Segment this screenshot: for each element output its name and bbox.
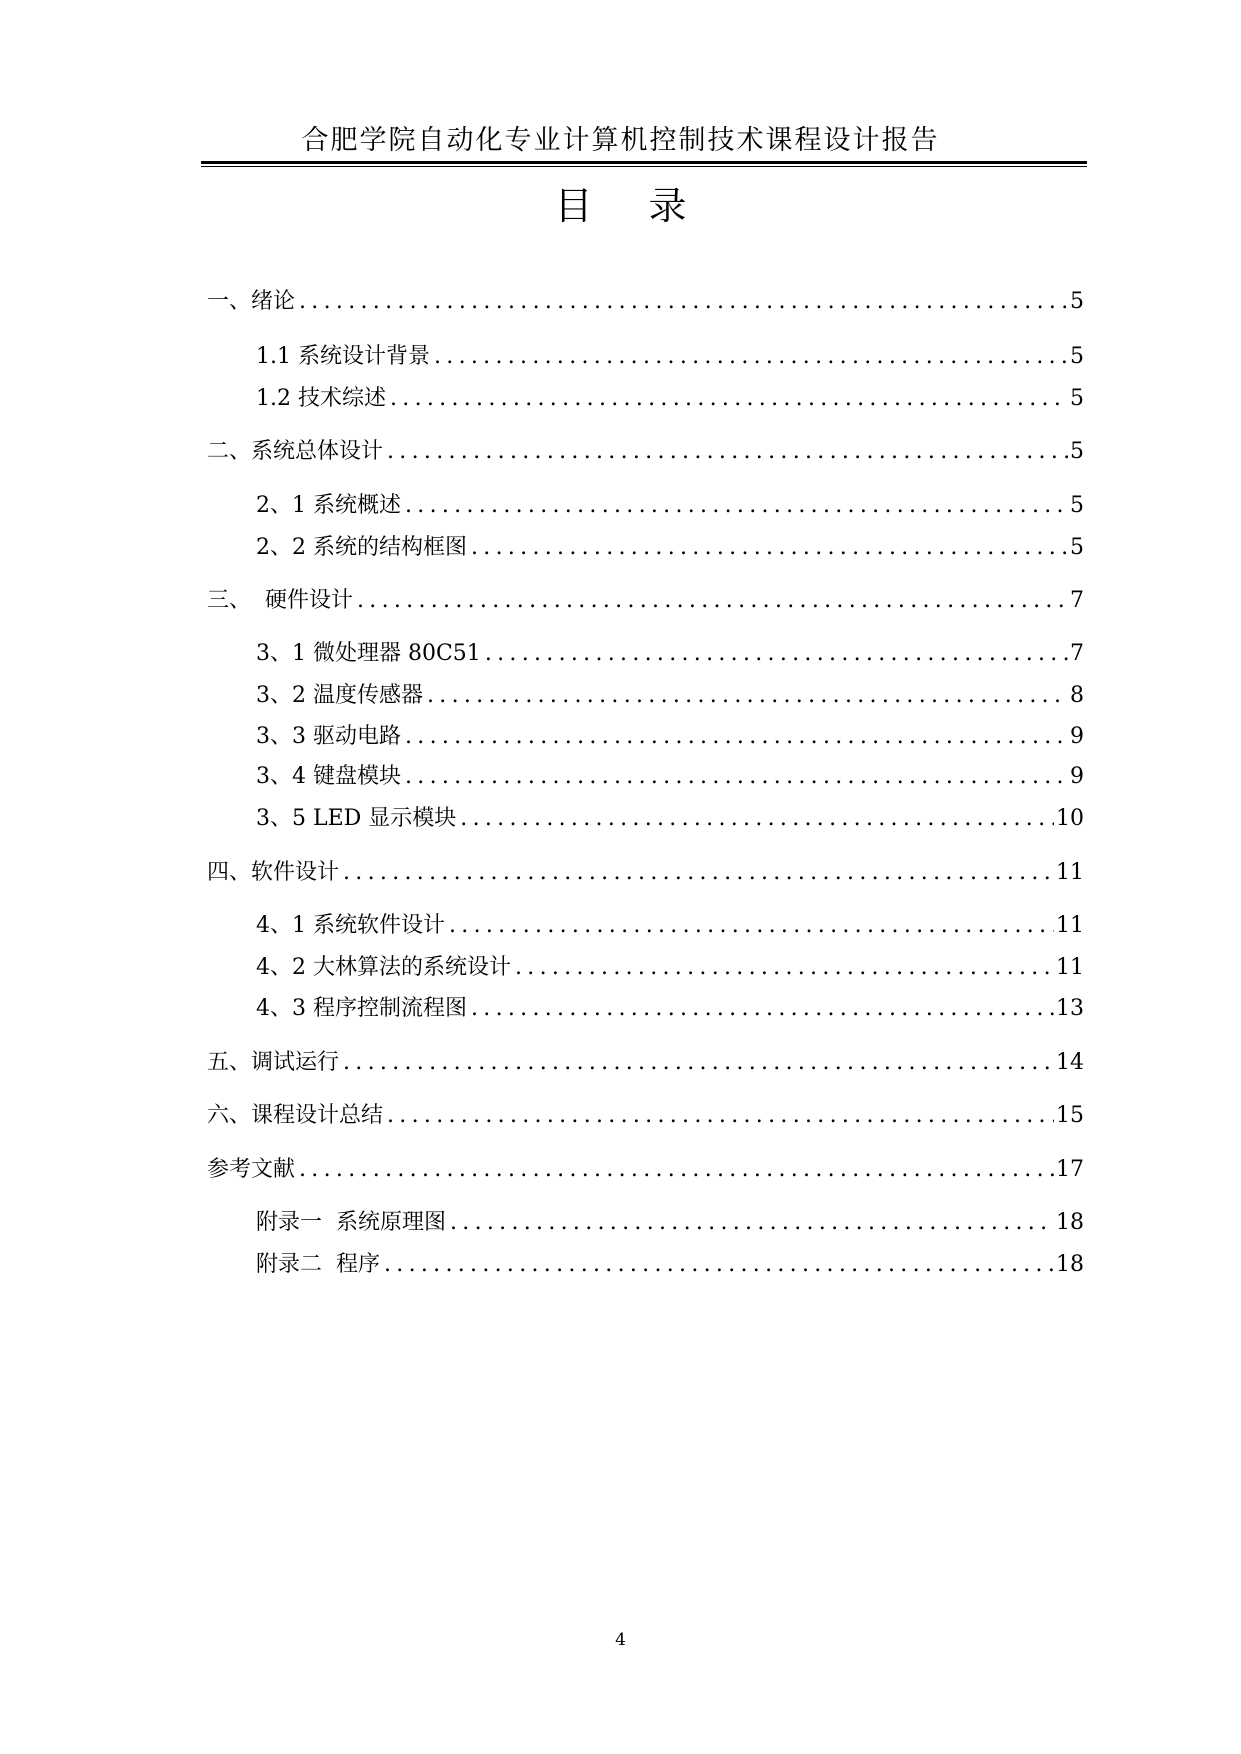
toc-entry-label: 3、4 键盘模块	[256, 764, 401, 789]
toc-entry-page: 18	[1056, 1252, 1084, 1277]
toc-entry[interactable]	[256, 911, 1084, 941]
toc-entry-page: 15	[1056, 1103, 1084, 1128]
toc-entry-label: 4、1 系统软件设计	[256, 913, 445, 938]
toc-dot-leader	[384, 1250, 1054, 1280]
header-thick-rule	[201, 161, 1087, 164]
toc-dot-leader	[405, 722, 1068, 752]
toc-entry[interactable]	[207, 287, 1084, 317]
toc-dot-leader	[427, 681, 1068, 711]
toc-entry[interactable]	[207, 858, 1084, 888]
toc-entry[interactable]	[256, 804, 1084, 834]
toc-entry-label: 4、2 大林算法的系统设计	[256, 955, 511, 980]
toc-entry-page: 18	[1056, 1210, 1084, 1235]
toc-entry-page: 11	[1056, 955, 1084, 980]
toc-entry[interactable]	[207, 437, 1084, 467]
toc-entry-label: 附录二 程序	[256, 1252, 380, 1277]
toc-entry-label: 2、1 系统概述	[256, 493, 401, 518]
toc-entry-label: 4、3 程序控制流程图	[256, 996, 467, 1021]
toc-entry-page: 10	[1056, 806, 1084, 831]
toc-entry[interactable]	[256, 762, 1084, 792]
toc-dot-leader	[390, 384, 1068, 414]
toc-entry[interactable]	[256, 722, 1084, 752]
toc-entry-page: 17	[1056, 1157, 1084, 1182]
toc-entry-page: 5	[1070, 289, 1084, 314]
toc-dot-leader	[343, 1048, 1054, 1078]
toc-dot-leader	[387, 1101, 1054, 1131]
toc-entry-label: 1.1 系统设计背景	[256, 344, 430, 369]
toc-entry-page: 5	[1070, 344, 1084, 369]
toc-dot-leader	[405, 762, 1068, 792]
toc-entry-label: 五、调试运行	[207, 1050, 340, 1075]
toc-entry-page: 5	[1070, 535, 1084, 560]
toc-entry[interactable]	[256, 384, 1084, 414]
header-thin-rule	[201, 166, 1087, 167]
toc-entry-label: 3、1 微处理器 80C51	[256, 641, 481, 666]
toc-entry-page: 13	[1056, 996, 1084, 1021]
toc-entry[interactable]	[207, 586, 1084, 616]
toc-dot-leader	[405, 491, 1068, 521]
toc-entry[interactable]	[207, 1048, 1084, 1078]
toc-entry[interactable]	[256, 639, 1084, 669]
toc-entry-label: 二、系统总体设计	[207, 439, 384, 464]
toc-dot-leader	[471, 533, 1068, 563]
toc-entry[interactable]	[256, 533, 1084, 563]
toc-dot-leader	[485, 639, 1068, 669]
toc-dot-leader	[357, 586, 1068, 616]
toc-entry[interactable]	[256, 1208, 1084, 1238]
toc-dot-leader	[449, 911, 1054, 941]
toc-entry-label: 四、软件设计	[207, 860, 340, 885]
toc-entry-page: 14	[1056, 1050, 1084, 1075]
toc-entry[interactable]	[256, 1250, 1084, 1280]
toc-entry-page: 7	[1070, 588, 1084, 613]
toc-entry-page: 9	[1070, 764, 1084, 789]
toc-entry-label: 3、3 驱动电路	[256, 724, 401, 749]
toc-dot-leader	[450, 1208, 1054, 1238]
toc-entry-label: 1.2 技术综述	[256, 386, 386, 411]
toc-entry-label: 3、2 温度传感器	[256, 683, 423, 708]
page-header-title: 合肥学院自动化专业计算机控制技术课程设计报告	[301, 125, 940, 156]
toc-entry-page: 5	[1070, 493, 1084, 518]
toc-dot-leader	[515, 953, 1054, 983]
toc-entry-page: 8	[1070, 683, 1084, 708]
toc-entry-page: 9	[1070, 724, 1084, 749]
toc-dot-leader	[387, 437, 1068, 467]
toc-entry[interactable]	[256, 342, 1084, 372]
toc-dot-leader	[299, 1155, 1054, 1185]
toc-entry[interactable]	[256, 681, 1084, 711]
toc-dot-leader	[434, 342, 1068, 372]
toc-entry-page: 5	[1070, 386, 1084, 411]
toc-entry-label: 参考文献	[207, 1157, 296, 1182]
toc-entry[interactable]	[207, 1155, 1084, 1185]
toc-entry-page: 11	[1056, 913, 1084, 938]
toc-entry-label: 六、课程设计总结	[207, 1103, 384, 1128]
toc-entry-page: 5	[1070, 439, 1084, 464]
toc-entry[interactable]	[256, 953, 1084, 983]
toc-entry-page: 7	[1070, 641, 1084, 666]
toc-entry-label: 三、 硬件设计	[207, 588, 353, 613]
toc-entry-page: 11	[1056, 860, 1084, 885]
toc-heading: 目 录	[554, 184, 709, 228]
toc-entry-label: 附录一 系统原理图	[256, 1210, 446, 1235]
toc-entry[interactable]	[256, 994, 1084, 1024]
toc-dot-leader	[460, 804, 1054, 834]
toc-entry-label: 3、5 LED 显示模块	[256, 806, 457, 831]
toc-entry[interactable]	[207, 1101, 1084, 1131]
toc-entry[interactable]	[256, 491, 1084, 521]
toc-entry-label: 一、绪论	[207, 289, 296, 314]
toc-entry-label: 2、2 系统的结构框图	[256, 535, 467, 560]
toc-dot-leader	[299, 287, 1068, 317]
toc-dot-leader	[343, 858, 1054, 888]
toc-dot-leader	[471, 994, 1054, 1024]
page-number: 4	[615, 1630, 626, 1650]
